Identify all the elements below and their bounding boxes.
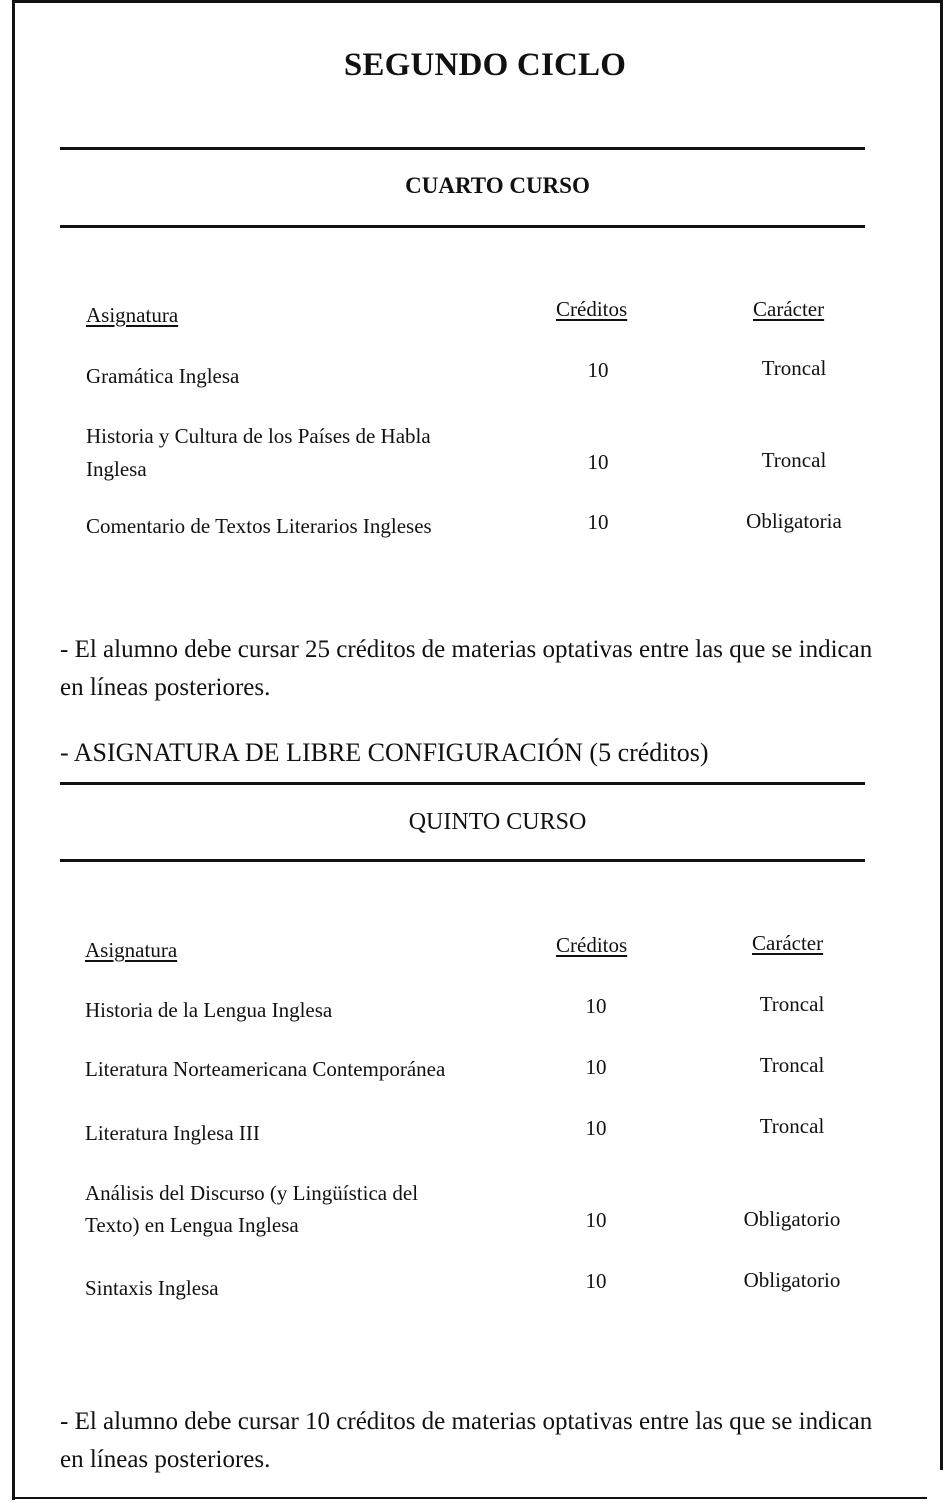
page-border-bottom [12, 1497, 927, 1499]
optativas-note-quinto: - El alumno debe cursar 10 créditos de materias optativas entre las que se indican en líneas posteriores. [60, 1408, 873, 1473]
header-creditos: Créditos [556, 297, 628, 321]
table-row-asignatura: Historia y Cultura de los Países de Habla [86, 424, 431, 448]
table-row-asignatura: Texto) en Lengua Inglesa [85, 1213, 299, 1237]
table-row-asignatura: Historia de la Lengua Inglesa [85, 998, 333, 1022]
divider-top-cuarto [60, 147, 865, 150]
header-caracter: Carácter [752, 931, 824, 955]
libre-configuracion-note: - ASIGNATURA DE LIBRE CONFIGURACIÓN (5 créditos) [60, 738, 709, 767]
table-row-creditos: 10 [587, 510, 609, 534]
section-title-cuarto: CUARTO CURSO [405, 173, 590, 198]
header-caracter: Carácter [753, 297, 825, 321]
table-row-asignatura: Análisis del Discurso (y Lingüística del [85, 1181, 419, 1205]
divider-bottom-quinto [60, 859, 865, 862]
header-asignatura: Asignatura [86, 303, 179, 327]
divider-bottom-cuarto [60, 225, 865, 228]
table-row-caracter: Troncal [759, 992, 825, 1016]
table-row-asignatura: Gramática Inglesa [86, 364, 240, 388]
table-row-creditos: 10 [587, 450, 609, 474]
divider-top-quinto [60, 782, 865, 785]
header-creditos: Créditos [556, 933, 628, 957]
table-row-asignatura: Comentario de Textos Literarios Ingleses [86, 514, 432, 538]
header-asignatura: Asignatura [85, 938, 178, 962]
section-title-quinto: QUINTO CURSO [408, 809, 587, 835]
page-title: SEGUNDO CICLO [343, 47, 627, 83]
table-row-caracter: Obligatorio [743, 1268, 841, 1292]
table-row-asignatura: Inglesa [86, 457, 147, 481]
table-row-caracter: Troncal [759, 1114, 825, 1138]
table-row-asignatura: Literatura Inglesa III [85, 1121, 260, 1145]
page-border-right [940, 0, 943, 1470]
table-row-caracter: Troncal [761, 448, 827, 472]
table-row-caracter: Troncal [761, 356, 827, 380]
table-row-creditos: 10 [585, 1116, 607, 1140]
page-border-top [12, 0, 942, 3]
table-row-asignatura: Sintaxis Inglesa [85, 1276, 219, 1300]
table-row-creditos: 10 [585, 1269, 607, 1293]
table-row-creditos: 10 [585, 1055, 607, 1079]
table-row-caracter: Obligatorio [743, 1207, 841, 1231]
table-row-caracter: Troncal [759, 1053, 825, 1077]
table-row-asignatura: Literatura Norteamericana Contemporánea [85, 1057, 446, 1081]
optativas-note-cuarto: - El alumno debe cursar 25 créditos de materias optativas entre las que se indican en líneas posteriores. [60, 636, 873, 701]
table-row-creditos: 10 [585, 1208, 607, 1232]
table-row-creditos: 10 [585, 994, 607, 1018]
table-row-caracter: Obligatoria [746, 509, 842, 533]
page-border-left [12, 0, 15, 1500]
table-row-creditos: 10 [587, 358, 609, 382]
